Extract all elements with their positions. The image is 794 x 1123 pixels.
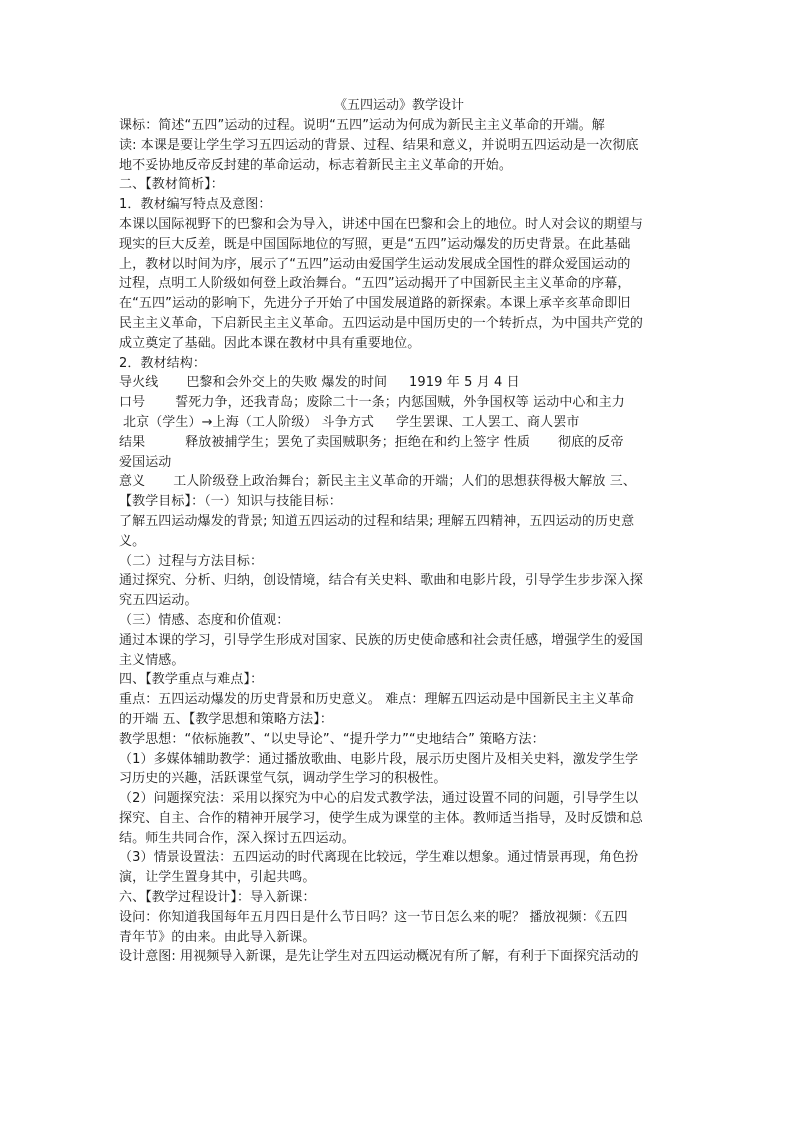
text-line: 本课以国际视野下的巴黎和会为导入，讲述中国在巴黎和会上的地位。时人对会议的期望与 — [119, 216, 644, 232]
section-heading: 四、【教学重点与难点】： — [119, 672, 264, 688]
structure-row — [119, 393, 679, 413]
structure-text: 爱国运动 — [119, 454, 172, 470]
text-line: （2）问题探究法：采用以探究为中心的启发式教学法，通过设置不同的问题，引导学生以 — [119, 791, 639, 807]
text-line: （1）多媒体辅助教学：通过播放歌曲、电影片段，展示历史图片及相关史料，激发学生学 — [119, 751, 639, 767]
text-line: 上，教材以时间为序，展示了“五四”运动由爱国学生运动发展成全国性的群众爱国运动的 — [119, 256, 631, 272]
text-line: 主义情感。 — [119, 652, 185, 668]
structure-row — [119, 373, 679, 393]
structure-row — [119, 413, 679, 433]
structure-label: 结果 — [119, 434, 146, 450]
text-line: 探究、自主、合作的精神开展学习，使学生成为课堂的主体。教师适当指导，及时反馈和总 — [119, 810, 644, 826]
text-line: 的开端 五、【教学思想和策略方法】： — [119, 711, 333, 727]
text-line: 习历史的兴趣，活跃课堂气氛，调动学生学习的积极性。 — [119, 771, 447, 787]
text-line: 设问：你知道我国每年五月四日是什么节日吗？这一节日怎么来的呢？ 播放视频：《五四 — [119, 909, 628, 925]
text-line: 演，让学生置身其中，引起共鸣。 — [119, 870, 316, 886]
text-line: 究五四运动。 — [119, 593, 198, 609]
structure-text: 巴黎和会外交上的失败 爆发的时间 — [186, 375, 388, 391]
text-line: （3）情景设置法：五四运动的时代离现在比较远，学生难以想象。通过情景再现，角色扮 — [119, 850, 639, 866]
structure-label: 口号 — [119, 395, 146, 411]
text-line: 义。 — [119, 533, 146, 549]
subsection-heading: （三）情感、态度和价值观： — [119, 612, 290, 628]
structure-text: 彻底的反帝 — [558, 434, 624, 450]
text-line: 民主主义革命，下启新民主主义革命。五四运动是中国历史的一个转折点，为中国共产党的 — [119, 315, 644, 331]
text-line: 现实的巨大反差，既是中国国际地位的写照，更是“五四”运动爆发的历史背景。在此基础 — [119, 236, 631, 252]
text-line: 青年节》的由来。由此导入新课。 — [119, 929, 316, 945]
structure-text: 1919 年 5 月 4 日 — [409, 375, 520, 391]
structure-text: 北京（学生）→上海（工人阶级） 斗争方式 — [123, 414, 375, 430]
structure-row — [119, 472, 679, 492]
text-line: 地不妥协地反帝反封建的革命运动，标志着新民主主义革命的开始。 — [119, 157, 513, 173]
subsection-heading: 1．教材编写特点及意图： — [119, 197, 272, 213]
structure-label: 导火线 — [119, 375, 159, 391]
structure-label: 意义 — [119, 474, 146, 490]
text-line: 在“五四”运动的影响下，先进分子开始了中国发展道路的新探索。本课上承辛亥革命即旧 — [119, 296, 631, 312]
subsection-heading: （二）过程与方法目标： — [119, 553, 264, 569]
text-line: 通过探究、分析、归纳，创设情境，结合有关史料、歌曲和电影片段，引导学生步步深入探 — [119, 573, 644, 589]
section-heading: 【教学目标】：（一）知识与技能目标： — [119, 494, 342, 510]
text-line: 读: 本课是要让学生学习五四运动的背景、过程、结果和意义，并说明五四运动是一次彻底 — [119, 137, 639, 153]
text-line: 重点：五四运动爆发的历史背景和历史意义。 难点：理解五四运动是中国新民主主义革命 — [119, 692, 635, 708]
document-title: 《五四运动》教学设计 — [333, 98, 464, 113]
section-heading: 二、【教材简析】： — [119, 177, 224, 193]
text-line: 教学思想：“依标施教”、“以史导论”、“提升学力”“史地结合” 策略方法： — [119, 731, 545, 747]
text-line: 设计意图: 用视频导入新课，是先让学生对五四运动概况有所了解，有利于下面探究活动的 — [119, 949, 639, 965]
structure-text: 工人阶级登上政治舞台；新民主主义革命的开端；人们的思想获得极大解放 三、 — [173, 474, 636, 490]
text-line: 课标：简述“五四”运动的过程。说明“五四”运动为何成为新民主主义革命的开端。解 — [119, 118, 605, 133]
document-page — [119, 96, 679, 967]
text-line: 通过本课的学习，引导学生形成对国家、民族的历史使命感和社会责任感，增强学生的爱国 — [119, 632, 644, 648]
structure-row — [119, 453, 679, 473]
structure-text: 释放被捕学生；罢免了卖国贼职务；拒绝在和约上签字 性质 — [185, 434, 531, 450]
text-line: 了解五四运动爆发的背景; 知道五四运动的过程和结果; 理解五四精神，五四运动的历史意 — [119, 513, 635, 529]
section-heading: 六、【教学过程设计】：导入新课： — [119, 890, 316, 906]
structure-text: 学生罢课、工人罢工、商人罢市 — [396, 414, 580, 430]
structure-text: 誓死力争，还我青岛；废除二十一条；内惩国贼，外争国权等 运动中心和主力 — [175, 395, 625, 411]
structure-row — [119, 433, 679, 453]
text-line: 结。师生共同合作，深入探讨五四运动。 — [119, 830, 355, 846]
subsection-heading: 2．教材结构： — [119, 355, 206, 371]
text-line: 成立奠定了基础。因此本课在教材中具有重要地位。 — [119, 335, 421, 351]
text-line: 过程，点明工人阶级如何登上政治舞台。“五四”运动揭开了中国新民主主义革命的序幕， — [119, 276, 631, 292]
